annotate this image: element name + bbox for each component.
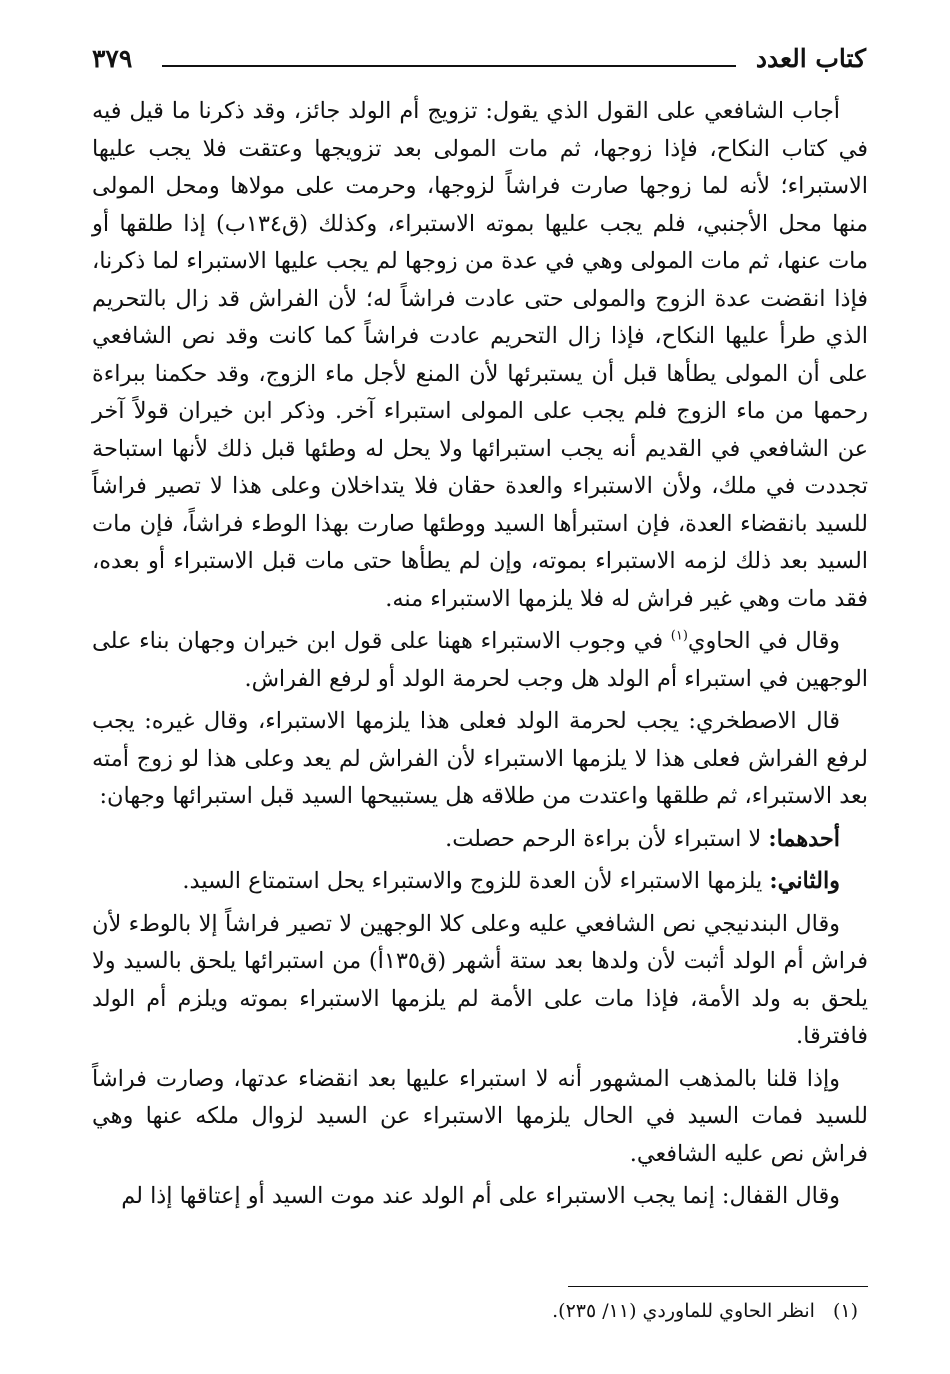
footnote-number: (١) [832, 1300, 858, 1322]
paragraph-2-rest: في وجوب الاستبراء ههنا على قول ابن خيران وجهان بناء على الوجهين في استبراء أم الولد هل وجب لحرمة الولد أو لرفع الفراش. [92, 628, 868, 692]
second-view-text: يلزمها الاستبراء لأن العدة للزوج والاستبراء يحل استمتاع السيد. [182, 868, 770, 894]
footnote-reference[interactable]: (١) [670, 628, 688, 644]
second-view-label: والثاني: [769, 868, 840, 894]
footnote-text: انظر الحاوي للماوردي (١١/ ٢٣٥). [552, 1300, 815, 1322]
footnote [552, 1297, 858, 1325]
paragraph-second-view [92, 863, 868, 901]
main-text [92, 93, 868, 1221]
paragraph-1: أجاب الشافعي على القول الذي يقول: تزويج أم الولد جائز، وقد ذكرنا ما قيل فيه في كتاب النكاح، فإذا زوجها، ثم مات المولى بعد تزويجها وعتقت فلا يجب عليها الاستبراء؛ لأنه لما زوجها صارت فراشاً لزوجها، وحرمت على مولاها ومحل المولى منها محل الأجنبي، فلم يجب عليها بموته الاستبراء، وكذلك (ق١٣٤ب) إذا طلقها أو مات عنها، ثم مات المولى وهي في عدة من زوجها لم يجب عليها الاستبراء لما ذكرنا، فإذا انقضت عدة الزوج والمولى حتى عادت فراشاً له؛ لأن الفراش قد زال بالتحريم الذي طرأ عليها النكاح، فإذا زال التحريم عادت فراشاً كما كانت وقد نص الشافعي على أن المولى يطأها قبل أن يستبرئها لأن المنع لأجل ماء الزوج، وقد حكمنا ببراءة رحمها من ماء الزوج فلم يجب على المولى استبراء آخر. وذكر ابن خيران قولاً آخر عن الشافعي في القديم أنه يجب استبرائها ولا يحل له وطئها قبل ذلك لأنها استباحة تجددت في ملك، ولأن الاستبراء والعدة حقان فلا يتداخلان وعلى هذا لا تصير فراشاً للسيد بانقضاء العدة، فإن استبرأها السيد ووطئها صارت بهذا الوطء فراشاً، فإن مات السيد بعد ذلك لزمه الاستبراء بموته، وإن لم يطأها حتى مات قبل الاستبراء أو بعده، فقد مات وهي غير فراش له فلا يلزمها الاستبراء منه. [92, 98, 868, 612]
paragraph-2-start: وقال في الحاوي [687, 628, 840, 654]
first-view-text: لا استبراء لأن براءة الرحم حصلت. [445, 825, 769, 852]
footnote-separator [568, 1286, 868, 1287]
paragraph-first-view [92, 821, 868, 859]
paragraph-6: وقال البندنيجي نص الشافعي عليه وعلى كلا الوجهين لا تصير فراشاً إلا بالوطء لأن فراش أم الولد أثبت لأن ولدها بعد ستة أشهر (ق١٣٥أ) من استبرائها يلحق بالسيد ولا يلحق به ولد الأمة، فإذا مات على الأمة لم يلزمها الاستبراء بموته ويلزم أم الولد فافترقا. [92, 910, 868, 1049]
paragraph-2 [92, 623, 868, 698]
paragraph-8: وقال القفال: إنما يجب الاستبراء على أم الولد عند موت السيد أو إعتاقها إذا لم [121, 1183, 840, 1209]
first-view-label: أحدهما: [768, 825, 840, 852]
paragraph-7: وإذا قلنا بالمذهب المشهور أنه لا استبراء عليها بعد انقضاء عدتها، وصارت فراشاً للسيد فمات السيد في الحال يلزمها الاستبراء عن السيد لزوال ملكه عنها وهي فراش نص عليه الشافعي. [92, 1065, 868, 1167]
chapter-title: كتاب العدد [755, 44, 866, 73]
paragraph-3: قال الاصطخري: يجب لحرمة الولد فعلى هذا يلزمها الاستبراء، وقال غيره: يجب لرفع الفراش فعلى هذا لا يلزمها الاستبراء لأن الفراش لم يعد وعلى هذا لو زوج أمته بعد الاستبراء، ثم طلقها واعتدت من طلاقه هل يستبيحها السيد قبل استبرائها وجهان: [92, 708, 868, 809]
running-header [92, 40, 866, 80]
header-rule [162, 65, 736, 67]
page-number: ٣٧٩ [92, 44, 133, 73]
